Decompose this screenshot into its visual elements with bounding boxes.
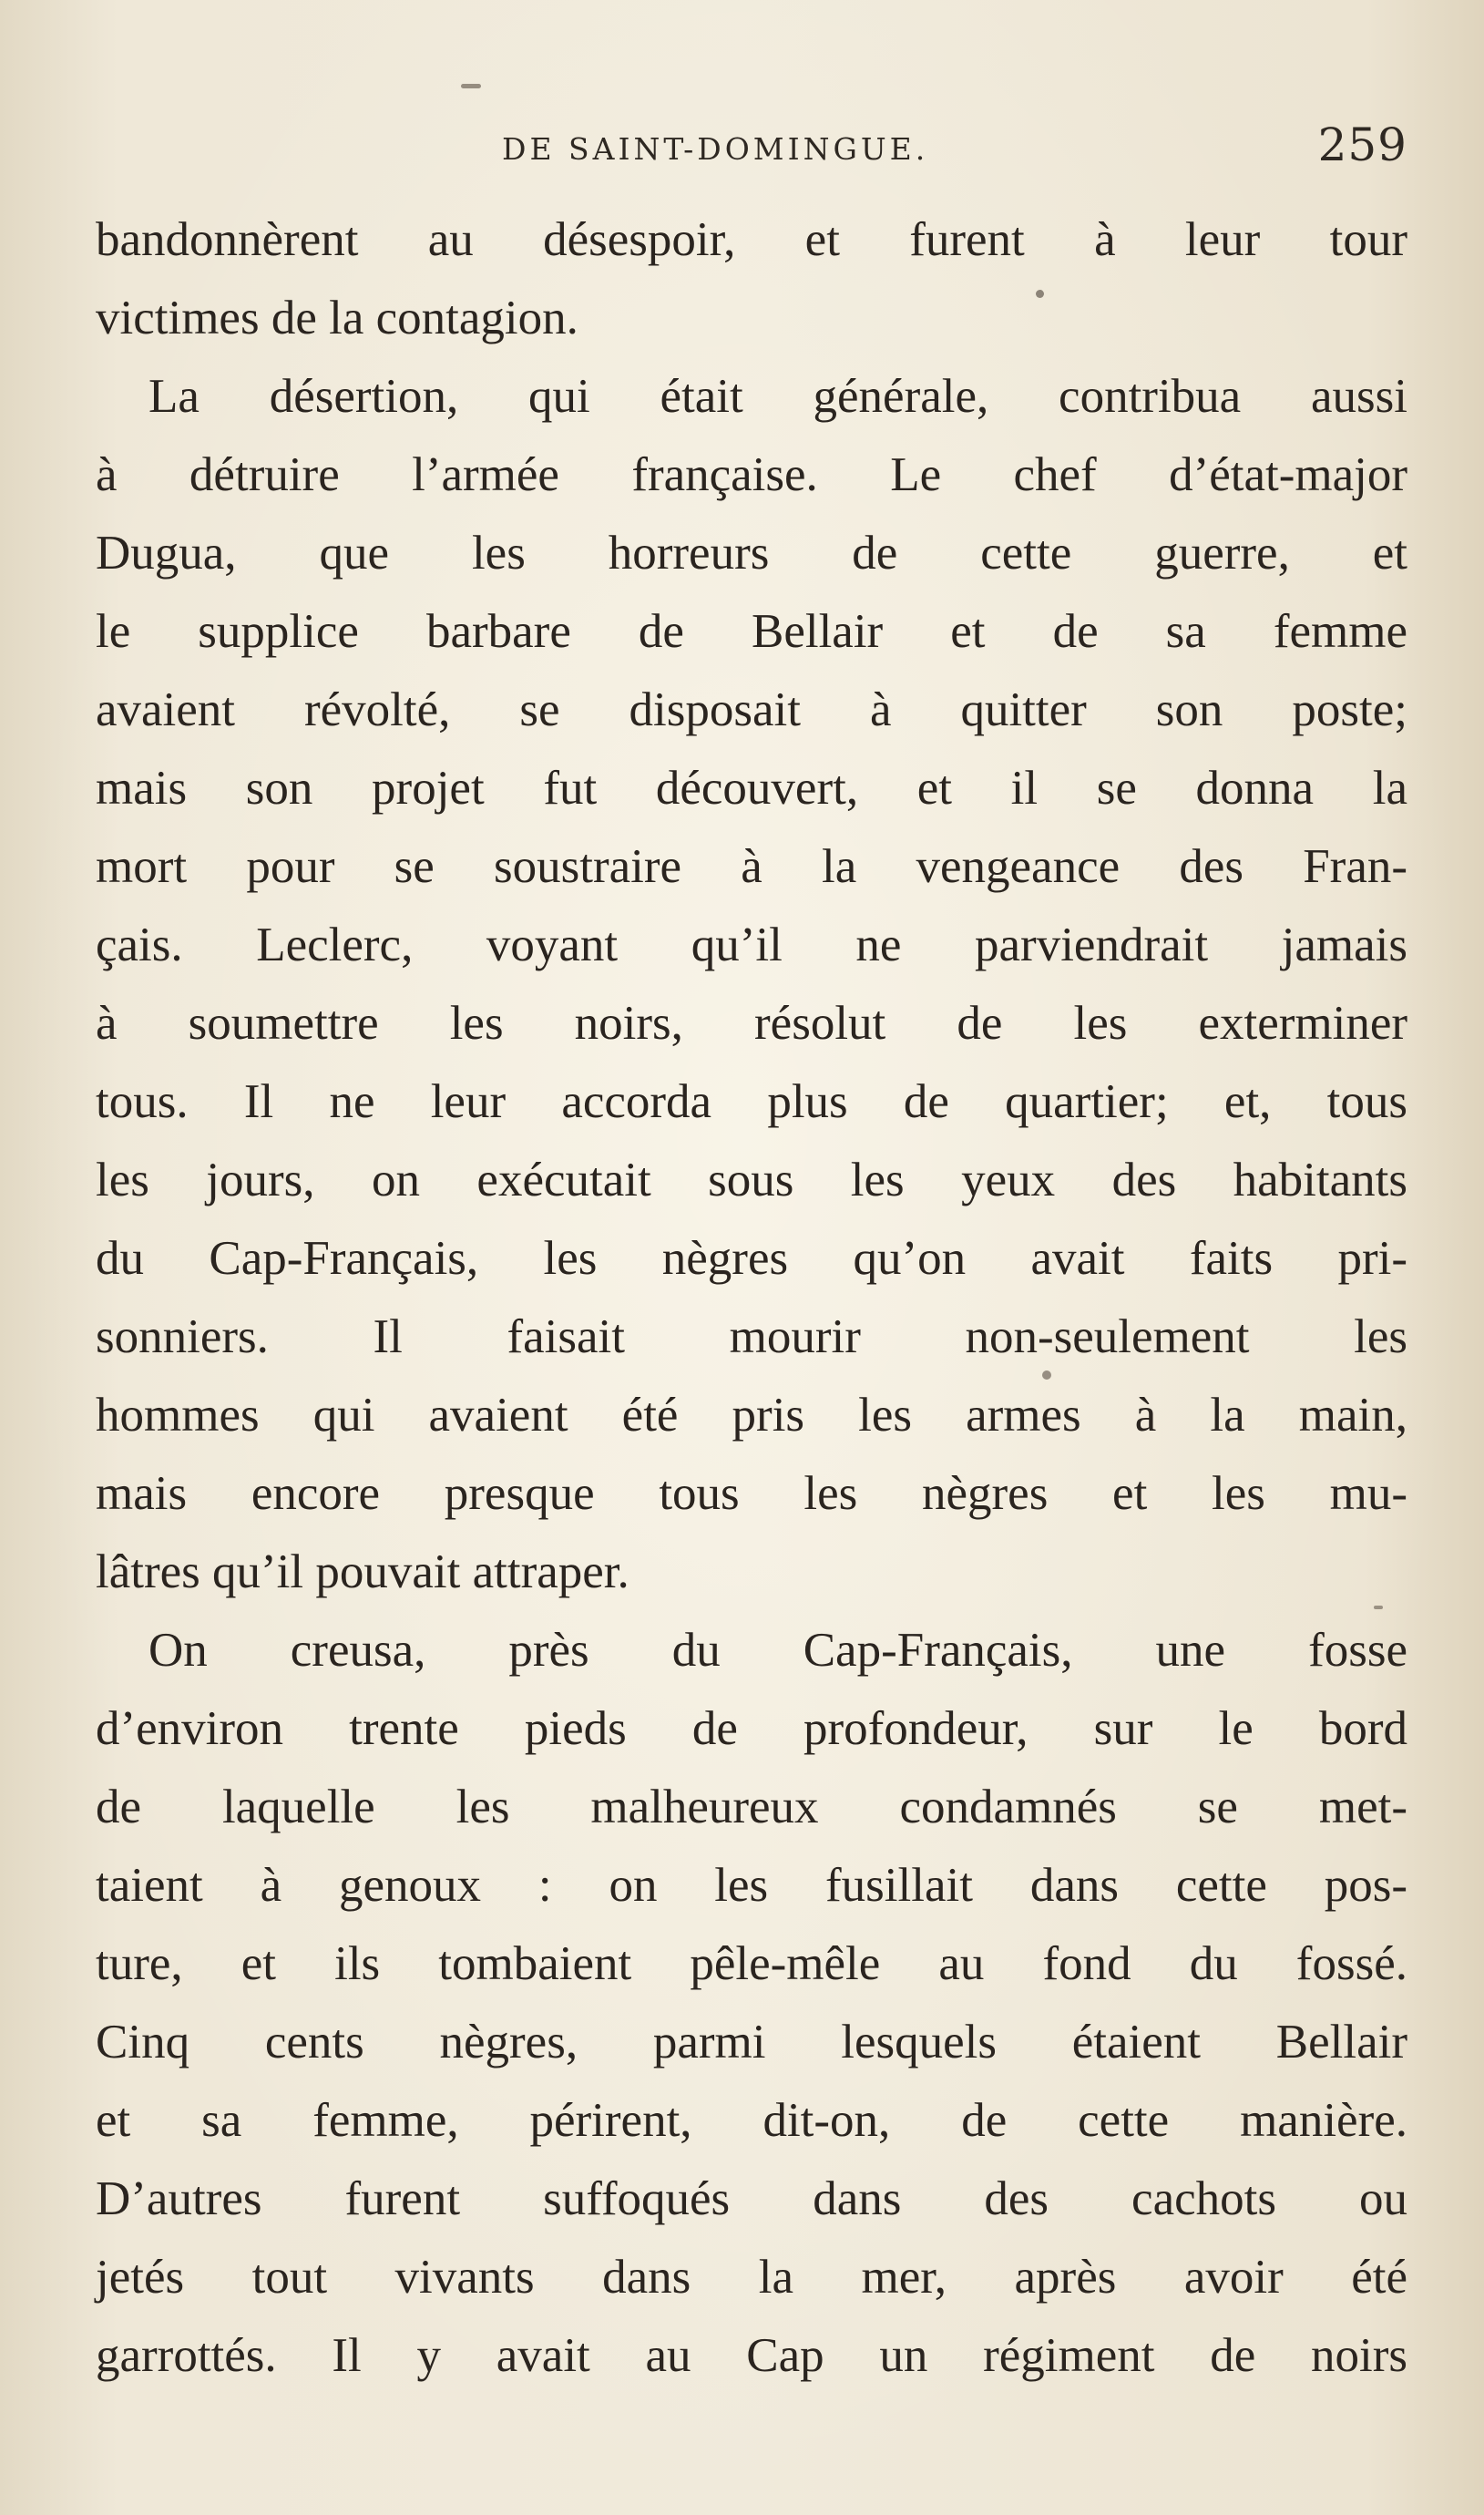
text-line: bandonnèrent au désespoir, et furent à leur tour bbox=[96, 213, 1407, 266]
text-line: D’autres furent suffoqués dans des cachots ou bbox=[96, 2172, 1407, 2225]
body-text bbox=[96, 200, 1407, 2395]
text-line: et sa femme, périrent, dit-on, de cette manière. bbox=[96, 2094, 1407, 2147]
ink-speck bbox=[461, 84, 481, 88]
text-line: çais. Leclerc, voyant qu’il ne parviendrait jamais bbox=[96, 919, 1407, 971]
text-line: taient à genoux : on les fusillait dans cette pos- bbox=[96, 1859, 1407, 1912]
text-line: avaient révolté, se disposait à quitter son poste; bbox=[96, 683, 1407, 736]
text-line: de laquelle les malheureux condamnés se met- bbox=[96, 1781, 1407, 1833]
text-line: mais son projet fut découvert, et il se donna la bbox=[96, 762, 1407, 815]
text-line: à détruire l’armée française. Le chef d’état-major bbox=[96, 448, 1407, 501]
text-line: mais encore presque tous les nègres et les mu- bbox=[96, 1467, 1407, 1520]
text-line: sonniers. Il faisait mourir non-seulement les bbox=[96, 1310, 1407, 1363]
text-line: les jours, on exécutait sous les yeux des habitants bbox=[96, 1154, 1407, 1206]
text-line: Cinq cents nègres, parmi lesquels étaient Bellair bbox=[96, 2016, 1407, 2068]
text-line: victimes de la contagion. bbox=[96, 292, 578, 344]
text-line: mort pour se soustraire à la vengeance des Fran- bbox=[96, 840, 1407, 893]
text-line: à soumettre les noirs, résolut de les exterminer bbox=[96, 997, 1407, 1050]
running-head-title: DE SAINT-DOMINGUE. bbox=[502, 131, 929, 167]
text-line: La désertion, qui était générale, contribua aussi bbox=[148, 370, 1407, 423]
text-line: Dugua, que les horreurs de cette guerre, et bbox=[96, 527, 1407, 580]
text-line: d’environ trente pieds de profondeur, sur le bord bbox=[96, 1702, 1407, 1755]
text-line: garrottés. Il y avait au Cap un régiment de noirs bbox=[96, 2329, 1407, 2382]
text-line: ture, et ils tombaient pêle-mêle au fond du fossé. bbox=[96, 1937, 1407, 1990]
text-line: jetés tout vivants dans la mer, après avoir été bbox=[96, 2251, 1407, 2304]
running-head bbox=[96, 118, 1407, 182]
text-line: hommes qui avaient été pris les armes à la main, bbox=[96, 1389, 1407, 1442]
text-line: On creusa, près du Cap-Français, une fosse bbox=[148, 1624, 1407, 1677]
text-line: lâtres qu’il pouvait attraper. bbox=[96, 1545, 629, 1598]
page-number: 259 bbox=[1317, 118, 1407, 171]
text-line: le supplice barbare de Bellair et de sa femme bbox=[96, 605, 1407, 658]
text-line: du Cap-Français, les nègres qu’on avait faits pri- bbox=[96, 1232, 1407, 1285]
text-line: tous. Il ne leur accorda plus de quartier; et, tous bbox=[96, 1075, 1407, 1128]
